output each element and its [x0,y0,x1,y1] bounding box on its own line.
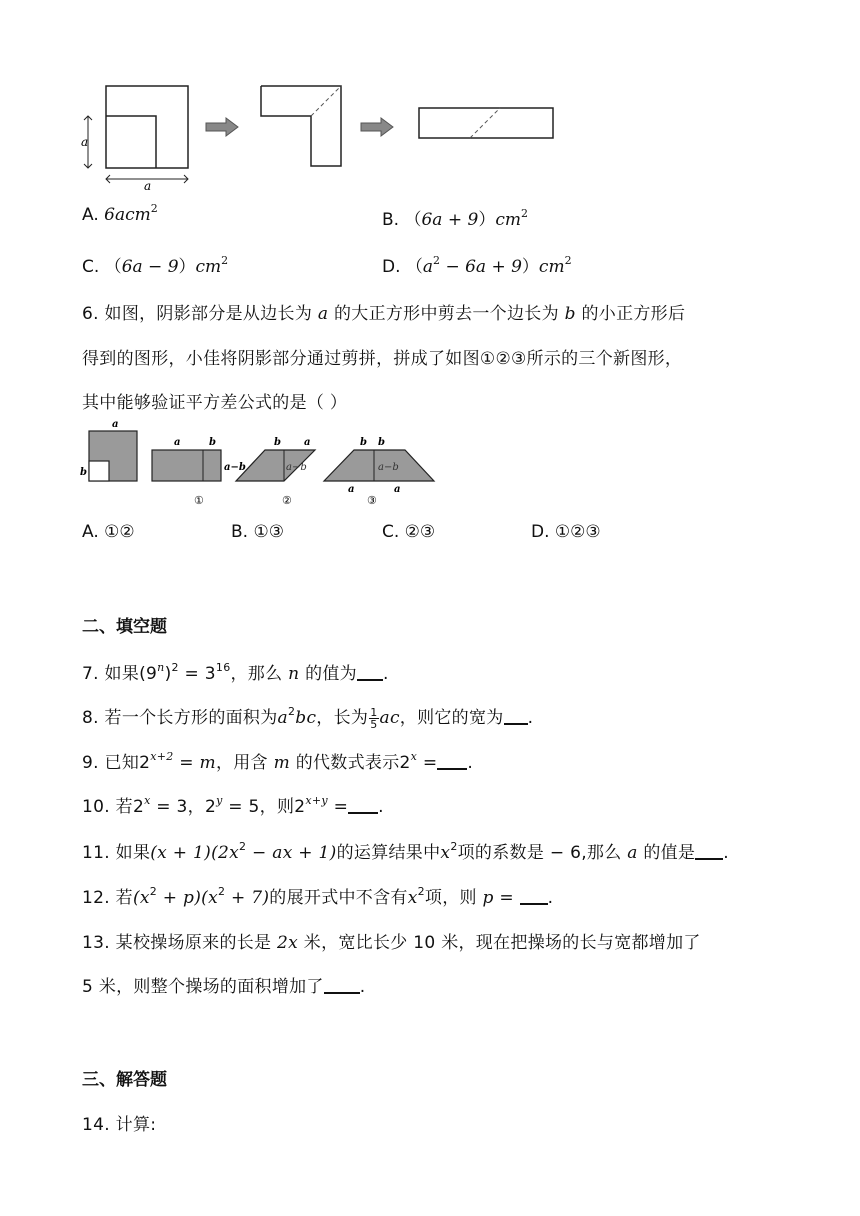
svg-text:a: a [394,484,401,495]
q12: 12. 若$(x^2 + p)(x^2 + 7)$的展开式中不含有$x^2$项，则 p = . [82,885,554,908]
q11: 11. 如果$(x + 1)(2x^2$ − ax + 1)的运算结果中$x^2$项的系数是 − 6,那么 a 的值是 . [82,840,729,863]
q14: 14. 计算: [82,1115,157,1135]
q6-line-3: 其中能够验证平方差公式的是（ ） [82,393,348,413]
section-heading-fill-in: 二、填空题 [82,617,167,637]
q13-line-1: 13. 某校操场原来的长是 2x 米，宽比长少 10 米，现在把操场的长与宽都增加了 [82,933,701,953]
q10: 10. 若$2^x = 3$，$2^y = 5$，则$2^{x+y}$ = . [82,794,384,817]
svg-text:b: b [80,467,87,478]
q8: 8. 若一个长方形的面积为$a^2bc$，长为 $\frac{1}{5}$ ac，则它的宽为 . [82,705,534,731]
svg-text:b: b [274,437,281,448]
svg-text:a: a [174,437,181,448]
arrow-right-icon [361,118,393,136]
svg-text:a−b: a−b [378,462,399,473]
q9: 9. 已知$2^{x+2} = m$，用含 m 的代数式表示$2^x$ = . [82,750,474,773]
svg-text:a: a [304,437,311,448]
q6-option-d[interactable]: D. ①②③ [531,522,601,542]
q6-option-c[interactable]: C. ②③ [382,522,436,542]
svg-text:a−b: a−b [224,462,246,473]
answer-blank[interactable] [324,978,360,994]
answer-blank[interactable] [357,665,383,681]
q5-option-b[interactable]: B. $(6a + 9)cm^2$ [382,207,528,230]
svg-text:a: a [112,419,119,430]
section-heading-answer: 三、解答题 [82,1070,167,1090]
q6-option-b[interactable]: B. ①③ [231,522,284,542]
svg-text:②: ② [282,494,292,507]
svg-text:b: b [378,437,385,448]
q13-line-2: 5 米，则整个操场的面积增加了 . [82,977,366,997]
svg-text:a: a [348,484,355,495]
q5-bottom-label: a [144,179,152,193]
svg-text:③: ③ [367,494,377,507]
answer-blank[interactable] [504,709,528,725]
arrow-right-icon [206,118,238,136]
svg-text:b: b [209,437,216,448]
svg-text:①: ① [194,494,204,507]
q7: 7. 如果$(9^n)^2 = 3^{16}$，那么 n 的值为 . [82,661,389,684]
q5-option-d[interactable]: D. $(a^2 - 6a + 9)cm^2$ [382,254,572,277]
q6-figure [78,418,438,512]
answer-blank[interactable] [695,844,723,860]
q6-option-a[interactable]: A. ①② [82,522,135,542]
answer-blank[interactable] [520,889,548,905]
answer-blank[interactable] [437,754,467,770]
q6-line-1: 6. 如图，阴影部分是从边长为 a 的大正方形中剪去一个边长为 b 的小正方形后 [82,304,686,324]
q5-figure [78,84,568,194]
q5-option-a[interactable]: A. 6acm$^2$ [82,202,158,225]
q5-option-c[interactable]: C. $(6a - 9)cm^2$ [82,254,229,277]
q6-line-2: 得到的图形，小佳将阴影部分通过剪拼，拼成了如图①②③所示的三个新图形， [82,349,683,369]
q5-side-label: a [81,135,89,149]
svg-text:a−b: a−b [286,462,307,473]
svg-text:b: b [360,437,367,448]
answer-blank[interactable] [348,798,378,814]
